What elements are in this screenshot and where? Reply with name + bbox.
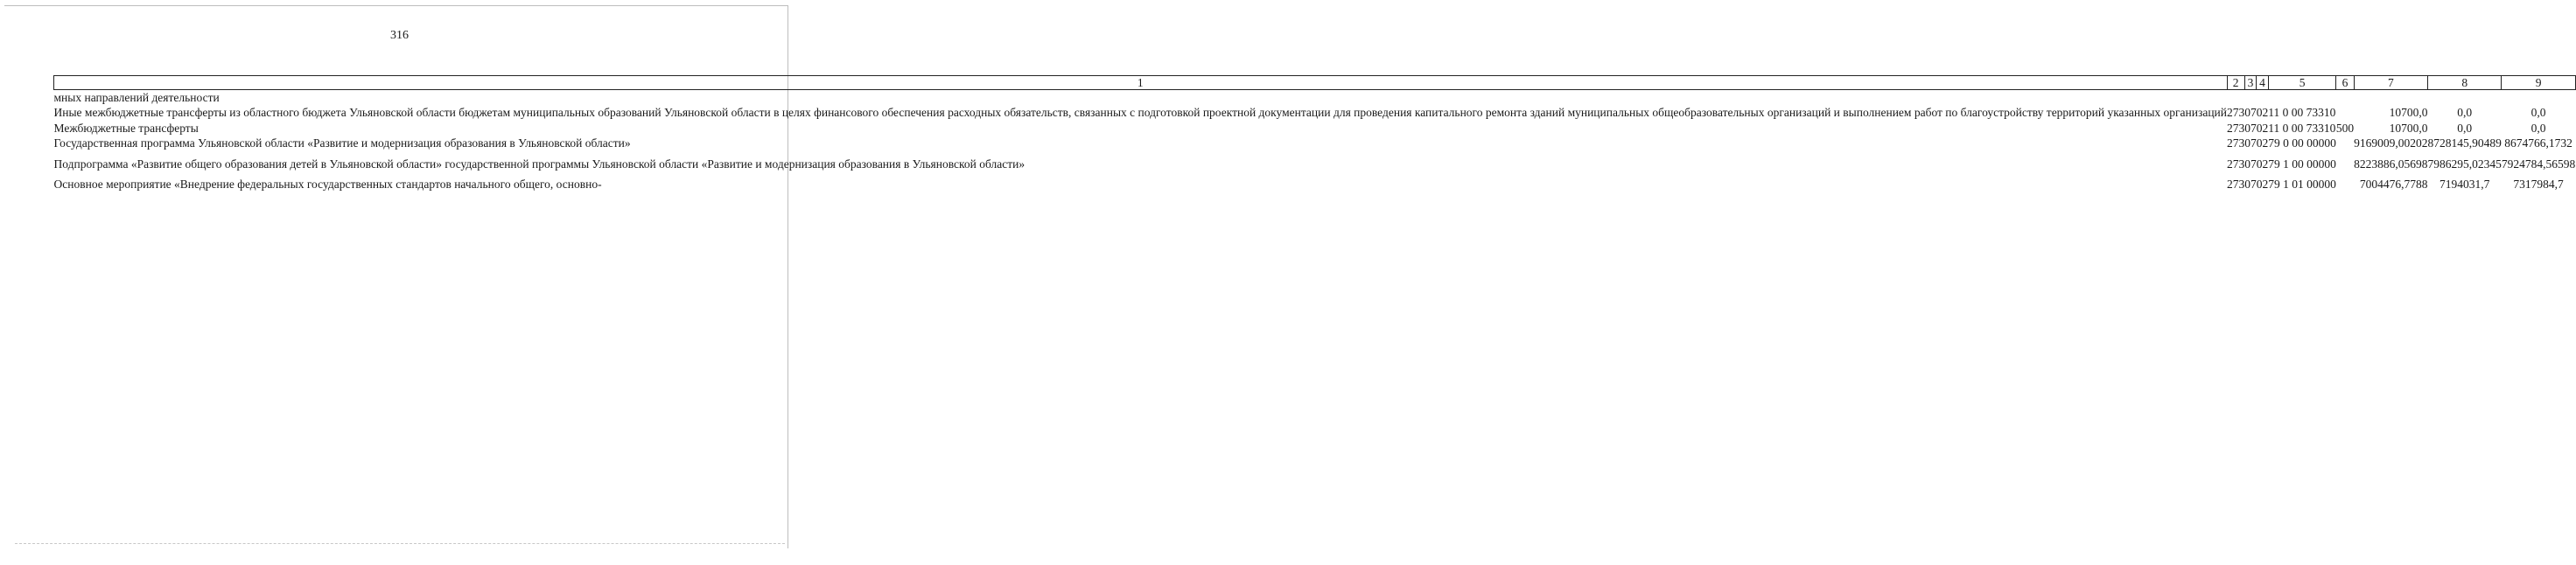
row-cell-col-5: 79 1 00 00000 — [2268, 157, 2336, 171]
row-cell-col-3: 07 — [2244, 121, 2257, 135]
scan-edge-line — [15, 543, 785, 544]
row-cell-col-4: 02 — [2256, 121, 2269, 135]
row-cell-col-2 — [2227, 90, 2244, 106]
row-cell-col-8: 8728145,90489 — [2427, 136, 2502, 150]
row-name-cell: Основное мероприятие «Внедрение федеральных государственных стандартов начального общего, основно- — [53, 178, 602, 192]
row-cell-col-4: 02 — [2256, 178, 2269, 192]
row-cell-col-8: 0,0 — [2457, 106, 2473, 120]
row-cell-col-7 — [2354, 90, 2427, 106]
table-row — [54, 121, 2576, 136]
row-cell-col-2: 273 — [2227, 157, 2245, 171]
row-cell-col-9: 0,0 — [2530, 106, 2546, 120]
row-name-cell: Иные межбюджетные трансферты из областного бюджета Ульяновской области бюджетам муниципальных образований Ульяновской области в целях финансового обеспечения расходных обязательств, связанных с подготовкой проектной документации для проведения капитального ремонта зданий муниципальных общеобразовательных организаций и выполнением работ по благоустройству территорий указанных организаций — [53, 106, 2227, 120]
row-cell-col-5: 79 1 01 00000 — [2268, 178, 2336, 192]
row-cell-col-6 — [2336, 171, 2354, 192]
header-col-2: 2 — [2227, 76, 2244, 90]
row-cell-col-2: 273 — [2227, 178, 2245, 192]
table-row — [54, 90, 2576, 106]
table-header-row — [54, 76, 2576, 90]
budget-table — [53, 75, 2576, 192]
header-col-4: 4 — [2257, 76, 2269, 90]
row-cell-col-7: 9169009,00202 — [2354, 136, 2428, 150]
row-cell-col-5: 11 0 00 73310 — [2268, 106, 2336, 120]
row-cell-col-5 — [2268, 90, 2336, 106]
row-cell-col-3: 07 — [2244, 136, 2257, 150]
row-cell-col-9: 7317984,7 — [2513, 178, 2564, 192]
row-cell-col-6 — [2336, 136, 2354, 150]
row-cell-col-7: 8223886,05698 — [2354, 157, 2428, 171]
document-page — [4, 5, 2576, 548]
header-col-5: 5 — [2268, 76, 2336, 90]
header-col-6: 6 — [2336, 76, 2354, 90]
header-col-8: 8 — [2428, 76, 2502, 90]
row-name-cell: Подпрограмма «Развитие общего образования детей в Ульяновской области» государственной программы Ульяновской области «Развитие и модернизация образования в Ульяновской области» — [53, 157, 1026, 171]
row-cell-col-8: 7986295,02345 — [2427, 157, 2502, 171]
row-cell-col-9: 0,0 — [2530, 121, 2546, 135]
row-cell-col-4: 02 — [2256, 136, 2269, 150]
row-cell-col-3 — [2244, 90, 2257, 106]
row-cell-col-2: 273 — [2227, 121, 2245, 135]
row-name-cell: мных направлений деятельности — [53, 91, 220, 104]
row-cell-col-7: 10700,0 — [2389, 121, 2428, 135]
row-cell-col-3: 07 — [2244, 178, 2257, 192]
row-cell-col-8 — [2428, 90, 2502, 106]
table-body — [54, 90, 2576, 192]
row-cell-col-9: 7924784,56598 — [2501, 157, 2576, 171]
row-cell-col-8: 7194031,7 — [2440, 178, 2490, 192]
header-col-9: 9 — [2502, 76, 2575, 90]
row-name-cell: Государственная программа Ульяновской области «Развитие и модернизация образования в Ульяновской области» — [53, 136, 631, 150]
page-number: 316 — [390, 29, 409, 42]
row-cell-col-8: 0,0 — [2457, 121, 2473, 135]
row-cell-col-2: 273 — [2227, 106, 2245, 120]
header-col-1: 1 — [54, 76, 2228, 90]
row-cell-col-7: 7004476,7788 — [2359, 178, 2428, 192]
row-name-cell: Межбюджетные трансферты — [53, 121, 199, 135]
table-row — [54, 151, 2576, 171]
row-cell-col-6 — [2336, 105, 2354, 120]
table-row — [54, 171, 2576, 192]
row-cell-col-6 — [2336, 151, 2354, 171]
row-cell-col-5: 79 0 00 00000 — [2268, 136, 2336, 150]
table-row — [54, 136, 2576, 150]
row-cell-col-6 — [2336, 90, 2354, 106]
row-cell-col-4: 02 — [2256, 157, 2269, 171]
row-cell-col-5: 11 0 00 73310 — [2268, 121, 2336, 135]
row-cell-col-9 — [2502, 90, 2575, 106]
row-cell-col-3: 07 — [2244, 157, 2257, 171]
row-cell-col-6: 500 — [2335, 121, 2355, 135]
header-col-3: 3 — [2244, 76, 2257, 90]
row-cell-col-2: 273 — [2227, 136, 2245, 150]
row-cell-col-3: 07 — [2244, 106, 2257, 120]
header-col-7: 7 — [2354, 76, 2427, 90]
row-cell-col-4: 02 — [2256, 106, 2269, 120]
table-row — [54, 105, 2576, 120]
row-cell-col-4 — [2257, 90, 2269, 106]
row-cell-col-9: 8674766,1732 — [2504, 136, 2572, 150]
row-cell-col-7: 10700,0 — [2389, 106, 2428, 120]
